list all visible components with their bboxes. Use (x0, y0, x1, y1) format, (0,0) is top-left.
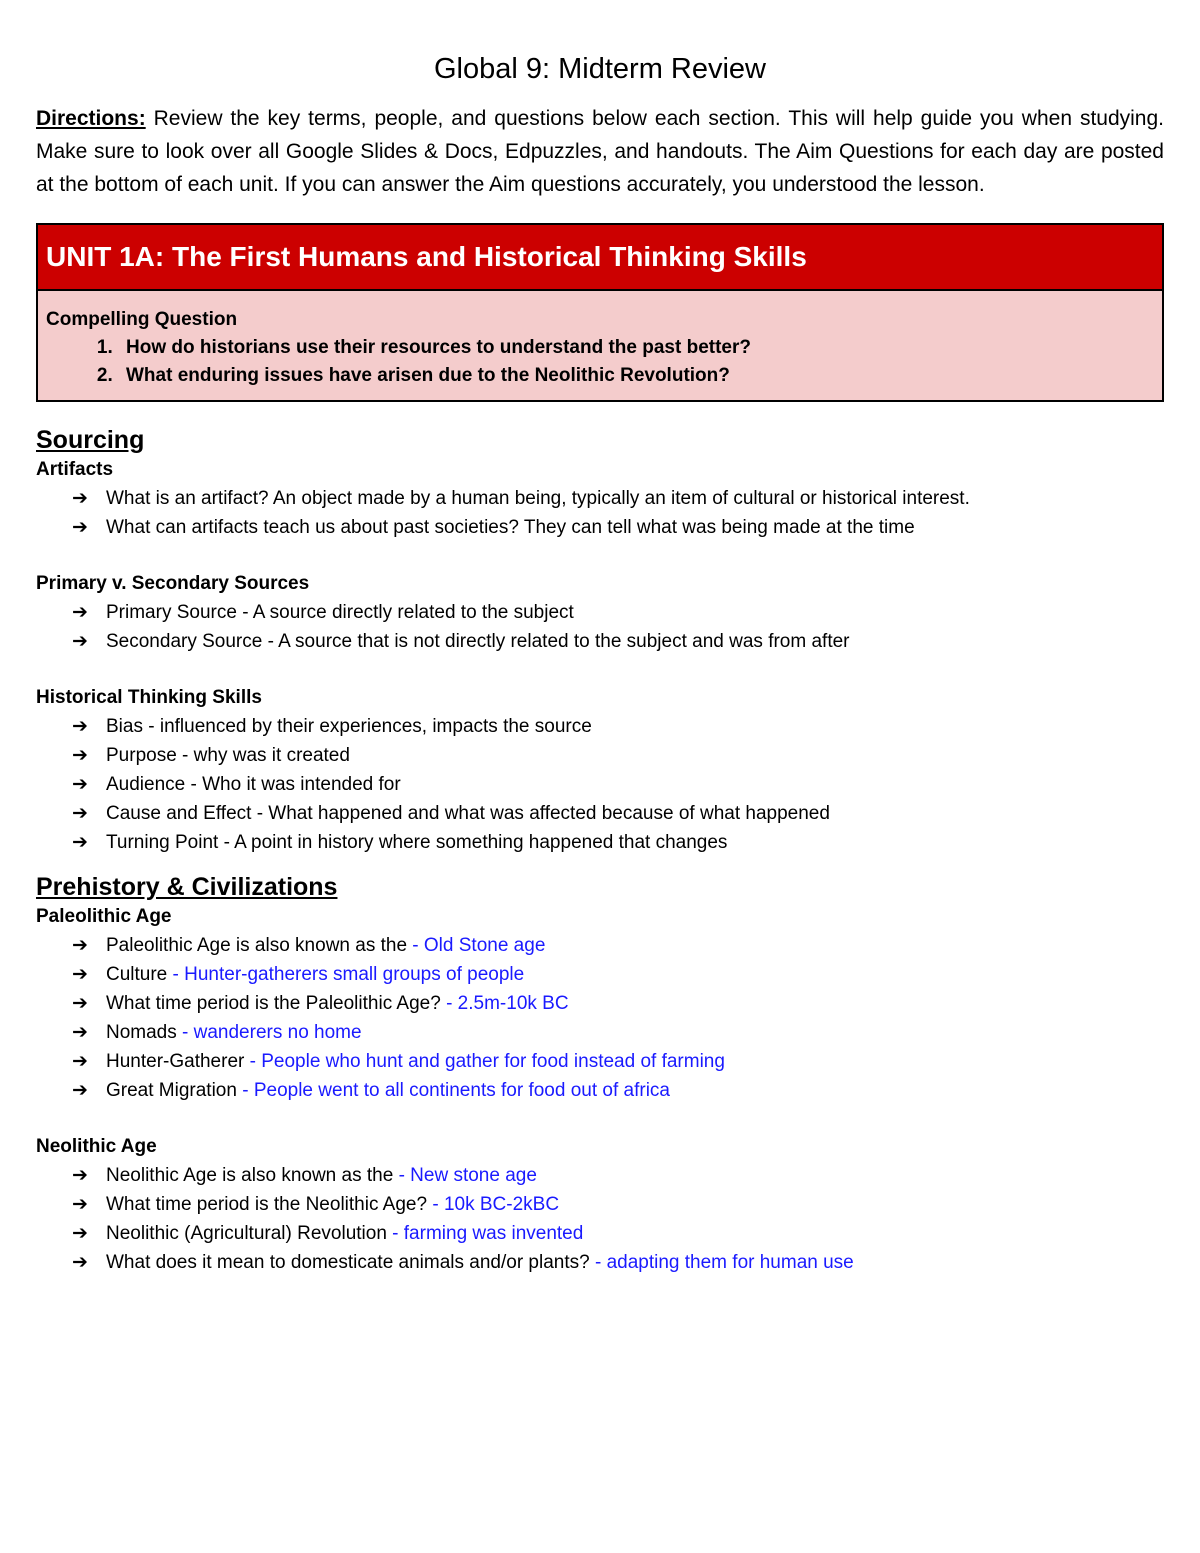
subheading-neolithic: Neolithic Age (36, 1136, 157, 1157)
list-item (72, 989, 1164, 1018)
list-item-text: Cause and Effect - What happened and what was affected because of what happened (106, 803, 830, 824)
arrow-icon: ➔ (72, 716, 88, 737)
answer-text: - Hunter-gatherers small groups of people (172, 964, 525, 985)
subheading-sources: Primary v. Secondary Sources (36, 573, 310, 594)
compelling-question: 1. How do historians use their resources to understand the past better? (118, 334, 1154, 362)
question-text: Nomads (106, 1022, 183, 1043)
thinking-skills-list (36, 712, 1164, 857)
document-page (36, 0, 1164, 1277)
question-text: Great Migration (106, 1080, 243, 1101)
arrow-icon: ➔ (72, 832, 88, 853)
unit-title: UNIT 1A: The First Humans and Historical Thinking Skills (38, 225, 1162, 291)
list-item-text: Turning Point - A point in history where something happened that changes (106, 832, 728, 853)
answer-text: - Old Stone age (412, 935, 546, 956)
list-item (72, 1248, 1164, 1277)
list-item-text: Purpose - why was it created (106, 745, 350, 766)
question-text: Hunter-Gatherer (106, 1051, 250, 1072)
arrow-icon: ➔ (72, 1051, 88, 1072)
question-text: What time period is the Neolithic Age? (106, 1194, 433, 1215)
arrow-icon: ➔ (72, 803, 88, 824)
subheading-paleolithic: Paleolithic Age (36, 906, 172, 927)
list-item (72, 770, 1164, 799)
subheading-thinking-skills: Historical Thinking Skills (36, 687, 262, 708)
question-text: What does it mean to domesticate animals and/or plants? (106, 1252, 595, 1273)
list-item (72, 513, 1164, 542)
arrow-icon: ➔ (72, 488, 88, 509)
arrow-icon: ➔ (72, 602, 88, 623)
arrow-icon: ➔ (72, 935, 88, 956)
list-item (72, 828, 1164, 857)
arrow-icon: ➔ (72, 1194, 88, 1215)
compelling-question-panel (38, 291, 1162, 400)
compelling-question-label: Compelling Question (46, 309, 238, 330)
list-item (72, 484, 1164, 513)
list-item (72, 1190, 1164, 1219)
compelling-question: 2. What enduring issues have arisen due to the Neolithic Revolution? (118, 362, 1154, 390)
arrow-icon: ➔ (72, 631, 88, 652)
list-item (72, 960, 1164, 989)
list-item (72, 741, 1164, 770)
list-item (72, 931, 1164, 960)
arrow-icon: ➔ (72, 774, 88, 795)
question-text: Culture (106, 964, 173, 985)
list-item (72, 1018, 1164, 1047)
list-item (72, 1076, 1164, 1105)
answer-text: - People who hunt and gather for food instead of farming (249, 1051, 725, 1072)
answer-text: - farming was invented (392, 1223, 584, 1244)
question-text: Neolithic (Agricultural) Revolution (106, 1223, 393, 1244)
answer-text: - adapting them for human use (594, 1252, 854, 1273)
section-heading-sourcing: Sourcing (36, 426, 145, 454)
compelling-question-list (46, 334, 1154, 390)
list-item (72, 1161, 1164, 1190)
section-heading-prehistory: Prehistory & Civilizations (36, 873, 338, 901)
question-text: What time period is the Paleolithic Age? (106, 993, 447, 1014)
list-item (72, 1219, 1164, 1248)
answer-text: - New stone age (398, 1165, 537, 1186)
paleolithic-list (36, 931, 1164, 1105)
arrow-icon: ➔ (72, 745, 88, 766)
answer-text: - wanderers no home (182, 1022, 362, 1043)
list-item-text: What can artifacts teach us about past societies? They can tell what was being made at the time (106, 517, 915, 538)
list-item (72, 799, 1164, 828)
list-item (72, 598, 1164, 627)
arrow-icon: ➔ (72, 517, 88, 538)
answer-text: - 2.5m-10k BC (446, 993, 569, 1014)
question-text: Neolithic Age is also known as the (106, 1165, 399, 1186)
question-text: Paleolithic Age is also known as the (106, 935, 413, 956)
unit-box (36, 223, 1164, 402)
list-item (72, 1047, 1164, 1076)
neolithic-list (36, 1161, 1164, 1277)
list-item-text: Secondary Source - A source that is not directly related to the subject and was from after (106, 631, 850, 652)
list-item (72, 627, 1164, 656)
list-item-text: Bias - influenced by their experiences, impacts the source (106, 716, 592, 737)
artifacts-list (36, 484, 1164, 542)
arrow-icon: ➔ (72, 1252, 88, 1273)
answer-text: - People went to all continents for food out of africa (242, 1080, 670, 1101)
sources-list (36, 598, 1164, 656)
arrow-icon: ➔ (72, 1022, 88, 1043)
arrow-icon: ➔ (72, 1080, 88, 1101)
directions-text: Review the key terms, people, and questions below each section. This will help guide you when studying. Make sure to look over all Google Slides & Docs, Edpuzzles, and handouts. The Aim Questions for each day are posted at the bottom of each unit. If you can answer the Aim questions accurately, you understood the lesson. (36, 107, 1164, 196)
list-item (72, 712, 1164, 741)
list-item-text: What is an artifact? An object made by a human being, typically an item of cultural or historical interest. (106, 488, 970, 509)
arrow-icon: ➔ (72, 1223, 88, 1244)
document-title: Global 9: Midterm Review (434, 53, 766, 85)
list-item-text: Audience - Who it was intended for (106, 774, 401, 795)
arrow-icon: ➔ (72, 1165, 88, 1186)
directions-label: Directions: (36, 107, 146, 130)
arrow-icon: ➔ (72, 964, 88, 985)
directions-paragraph (36, 102, 1164, 201)
answer-text: - 10k BC-2kBC (432, 1194, 560, 1215)
arrow-icon: ➔ (72, 993, 88, 1014)
list-item-text: Primary Source - A source directly related to the subject (106, 602, 574, 623)
subheading-artifacts: Artifacts (36, 459, 114, 480)
